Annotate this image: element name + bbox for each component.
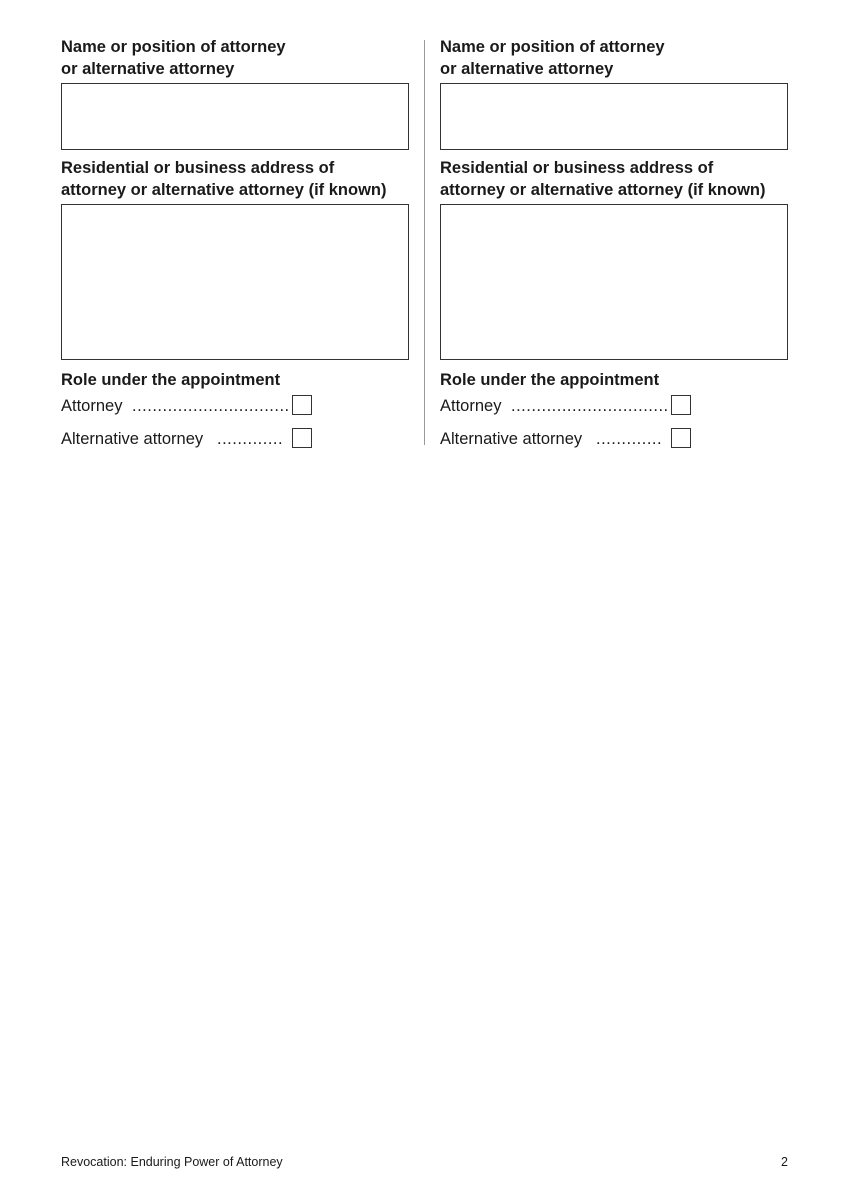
name-label-line2: or alternative attorney	[61, 60, 235, 78]
role-label: Role under the appointment	[440, 371, 660, 389]
attorney-option-leader: ...............................	[132, 397, 290, 415]
alternative-attorney-option-label: Alternative attorney	[61, 430, 204, 448]
address-label-line1: Residential or business address of	[440, 159, 714, 177]
attorney-option	[61, 391, 409, 424]
attorney-option-leader: ...............................	[511, 397, 669, 415]
name-input-box[interactable]	[440, 83, 788, 150]
attorney-option-label: Attorney	[61, 397, 123, 415]
address-label	[440, 157, 788, 201]
name-label-line1: Name or position of attorney	[61, 38, 286, 56]
alternative-attorney-option-leader: .............	[217, 430, 284, 448]
attorney-checkbox[interactable]	[671, 395, 691, 415]
alternative-attorney-option	[440, 424, 788, 457]
alternative-attorney-option	[61, 424, 409, 457]
role-label: Role under the appointment	[61, 371, 281, 389]
name-label	[61, 36, 409, 80]
name-label	[440, 36, 788, 80]
name-input-box[interactable]	[61, 83, 409, 150]
alternative-attorney-option-leader: .............	[596, 430, 663, 448]
attorney-option-label: Attorney	[440, 397, 502, 415]
page-number: 2	[781, 1155, 788, 1169]
attorney-column-left	[61, 36, 409, 457]
attorney-option	[440, 391, 788, 424]
name-label-line1: Name or position of attorney	[440, 38, 665, 56]
address-label-line2: attorney or alternative attorney (if known)	[61, 181, 387, 199]
footer-title: Revocation: Enduring Power of Attorney	[61, 1155, 283, 1169]
address-input-box[interactable]	[61, 204, 409, 360]
address-label-line1: Residential or business address of	[61, 159, 335, 177]
alternative-attorney-checkbox[interactable]	[292, 428, 312, 448]
column-divider	[424, 40, 425, 445]
alternative-attorney-checkbox[interactable]	[671, 428, 691, 448]
attorney-checkbox[interactable]	[292, 395, 312, 415]
address-label	[61, 157, 409, 201]
alternative-attorney-option-label: Alternative attorney	[440, 430, 583, 448]
address-input-box[interactable]	[440, 204, 788, 360]
address-label-line2: attorney or alternative attorney (if known)	[440, 181, 766, 199]
attorney-column-right	[440, 36, 788, 457]
name-label-line2: or alternative attorney	[440, 60, 614, 78]
